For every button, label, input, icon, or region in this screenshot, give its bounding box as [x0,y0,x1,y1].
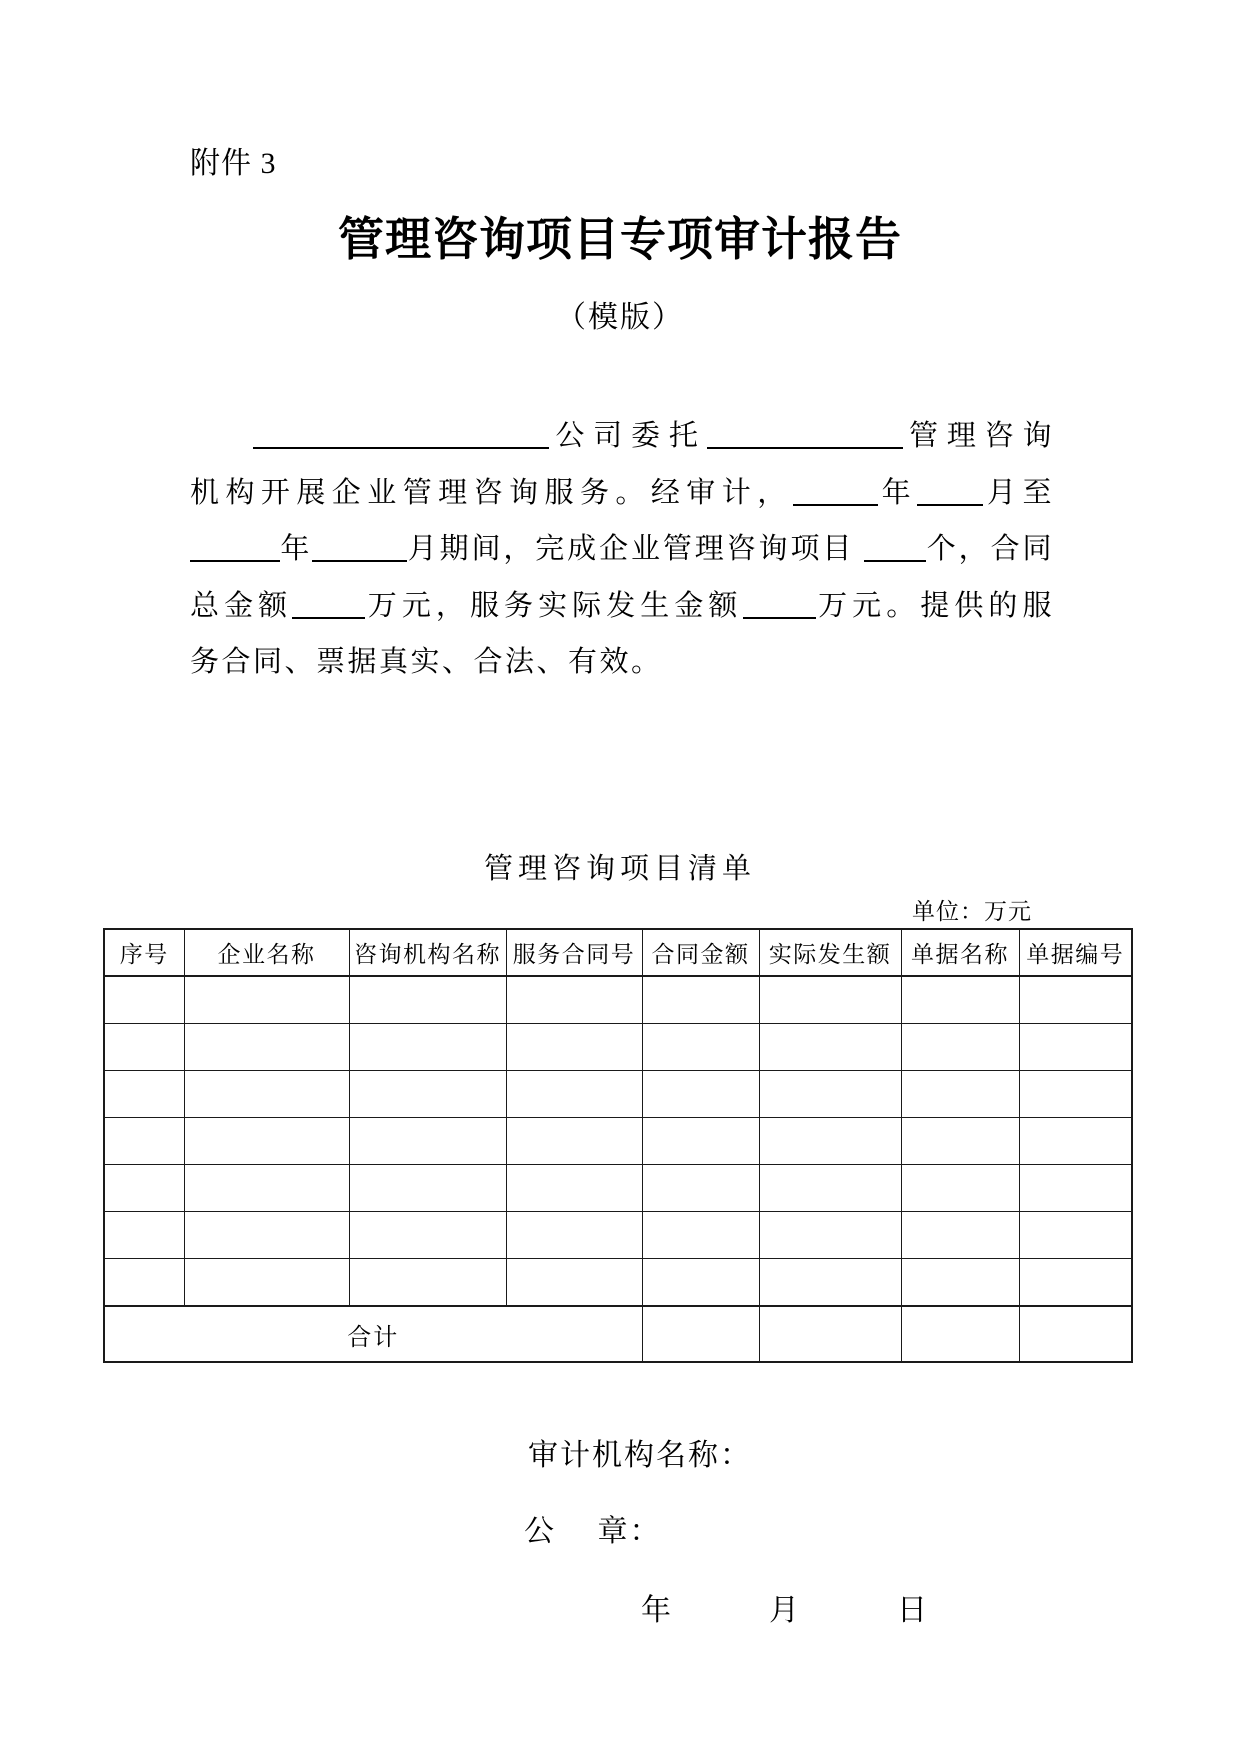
empty-cell [506,1212,642,1259]
empty-cell [901,1024,1019,1071]
unit-label: 单位：万元 [912,899,1032,924]
paragraph-text: 年 [877,476,918,509]
column-header: 单据编号 [1019,929,1132,976]
empty-cell [506,1165,642,1212]
blank-underline [707,418,903,449]
blank-underline [793,475,878,506]
empty-cell [901,1259,1019,1307]
empty-cell [104,1212,184,1259]
empty-cell [104,976,184,1024]
empty-cell [184,976,349,1024]
empty-cell [642,1024,759,1071]
empty-cell [901,976,1019,1024]
paragraph-line [190,634,1054,691]
total-row [104,1306,1132,1362]
total-empty-cell [759,1306,901,1362]
paragraph-text: 总金额 [190,589,293,622]
column-header: 咨询机构名称 [349,929,506,976]
document-title: 管理咨询项目专项审计报告 [338,213,902,265]
total-label-cell: 合计 [104,1306,642,1362]
empty-cell [349,976,506,1024]
blank-underline [253,418,549,449]
empty-cell [349,1071,506,1118]
empty-cell [104,1071,184,1118]
empty-cell [184,1212,349,1259]
empty-cell [901,1071,1019,1118]
paragraph-text: 务合同、票据真实、合法、有效。 [190,646,663,678]
table-row [104,976,1132,1024]
empty-cell [104,1024,184,1071]
table-row [104,1118,1132,1165]
blank-underline [292,588,365,619]
paragraph-line [190,408,1054,465]
empty-cell [901,1212,1019,1259]
empty-cell [642,1165,759,1212]
empty-cell [642,1212,759,1259]
empty-cell [642,1071,759,1118]
header-row [104,929,1132,976]
paragraph-text: 月至 [983,476,1054,509]
empty-cell [1019,1259,1132,1307]
empty-cell [506,1259,642,1307]
empty-cell [104,1259,184,1307]
document-subtitle: （模版） [556,301,684,334]
empty-cell [759,1259,901,1307]
table-title: 管理咨询项目清单 [483,853,756,885]
empty-cell [1019,1212,1132,1259]
paragraph-text: 万元，服务实际发生金额 [365,589,743,622]
total-empty-cell [901,1306,1019,1362]
paragraph-text: 公司委托 [549,420,707,452]
empty-cell [349,1212,506,1259]
empty-cell [1019,1024,1132,1071]
empty-cell [349,1024,506,1071]
paragraph-line [190,578,1054,635]
table-row [104,1024,1132,1071]
empty-cell [349,1165,506,1212]
date-line: 年 月 日 [641,1594,929,1627]
empty-cell [642,976,759,1024]
paragraph-text: 机构开展企业管理咨询服务。经审计， [190,476,793,509]
empty-cell [506,1071,642,1118]
empty-cell [184,1071,349,1118]
blank-underline [743,588,816,619]
table-row [104,1165,1132,1212]
blank-underline [864,531,926,562]
empty-cell [1019,1165,1132,1212]
paragraph-line [190,521,1054,578]
column-header: 实际发生额 [759,929,901,976]
blank-underline [917,475,983,506]
empty-cell [642,1118,759,1165]
empty-cell [506,1024,642,1071]
paragraph-text: 万元。提供的服 [815,589,1054,622]
column-header: 单据名称 [901,929,1019,976]
empty-cell [901,1165,1019,1212]
empty-cell [506,976,642,1024]
total-empty-cell [642,1306,759,1362]
project-list-table [103,928,1133,1363]
empty-cell [642,1259,759,1307]
empty-cell [901,1118,1019,1165]
empty-cell [104,1165,184,1212]
table-row [104,1259,1132,1307]
empty-cell [184,1259,349,1307]
paragraph-text: 管理咨询 [902,420,1054,452]
empty-cell [759,1165,901,1212]
empty-cell [184,1118,349,1165]
empty-cell [759,1024,901,1071]
seal-label: 公 章： [524,1515,662,1548]
empty-cell [184,1165,349,1212]
blank-underline [190,531,280,562]
empty-cell [1019,976,1132,1024]
column-header: 服务合同号 [506,929,642,976]
body-paragraph [190,408,1054,691]
empty-cell [1019,1118,1132,1165]
paragraph-line [190,465,1054,522]
empty-cell [349,1259,506,1307]
paragraph-text: 月期间，完成企业管理咨询项目 [407,533,865,565]
first-line-indent [190,420,253,449]
empty-cell [759,1118,901,1165]
table-row [104,1212,1132,1259]
total-empty-cell [1019,1306,1132,1362]
column-header: 序号 [104,929,184,976]
empty-cell [506,1118,642,1165]
column-header: 合同金额 [642,929,759,976]
paragraph-text: 个，合同 [926,533,1054,565]
empty-cell [759,1071,901,1118]
empty-cell [759,976,901,1024]
empty-cell [759,1212,901,1259]
empty-cell [349,1118,506,1165]
paragraph-text: 年 [280,533,313,565]
table-row [104,1071,1132,1118]
empty-cell [1019,1071,1132,1118]
auditor-name-label: 审计机构名称： [528,1439,752,1472]
empty-cell [104,1118,184,1165]
attachment-label: 附件 3 [190,147,277,180]
column-header: 企业名称 [184,929,349,976]
blank-underline [312,531,407,562]
empty-cell [184,1024,349,1071]
